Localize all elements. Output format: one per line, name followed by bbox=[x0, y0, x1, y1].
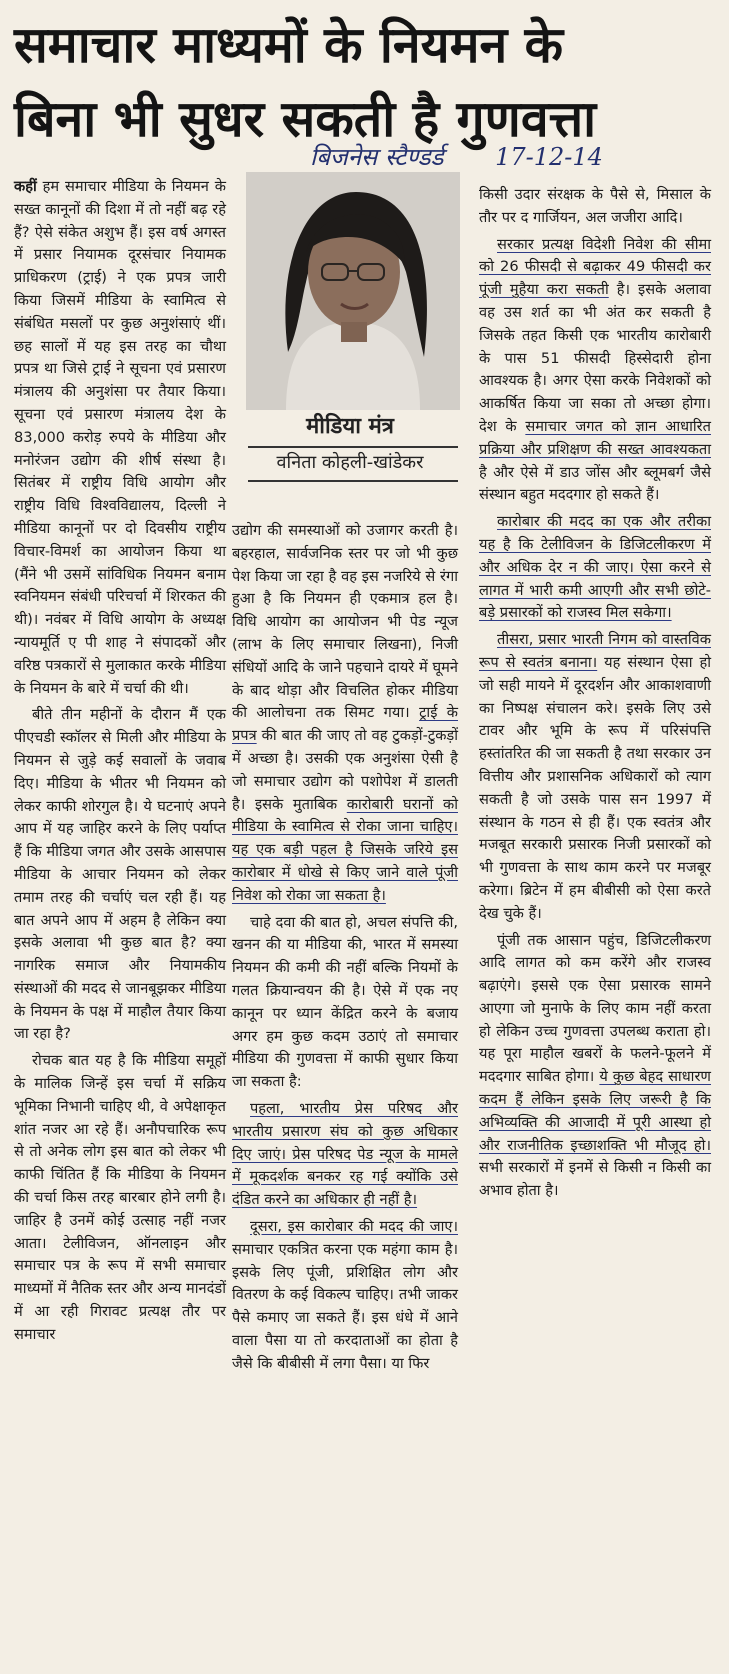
underlined-text: कारोबारी घरानों को मीडिया के स्वामित्व से रोका जाना चाहिए। यह एक बड़ी पहल है जिसके जरिये इस कारोबार में धोखे से किए जाने वाले पूंजी निवेश को रोका जा सकता है। bbox=[232, 795, 458, 904]
article-column-3 bbox=[479, 184, 711, 1207]
lead-word: कहीं bbox=[14, 178, 37, 195]
headline bbox=[14, 8, 714, 156]
paragraph-text: हम समाचार मीडिया के नियमन के सख्त कानूनों की दिशा में तो नहीं बढ़ रहे हैं? ऐसे संकेत अशुभ हैं। इस वर्ष अगस्त में प्रसार नियामक दूरसंचार नियामक प्राधिकरण (ट्राई) ने एक प्रपत्र जारी किया जिसमें मीडिया के स्वामित्व से संबंधित मसलों पर कुछ अनुशंसाएं थीं। छह सालों में यह इस तरह का चौथा प्रपत्र था जिसे ट्राई ने सूचना एवं प्रसारण मंत्रालय की अनुशंसा पर तैयार किया। सूचना एवं प्रसारण मंत्रालय देश के 83,000 करोड़ रुपये के मीडिया और मनोरंजन उद्योग की शीर्ष संस्था है। सितंबर में राष्ट्रीय विधि आयोग और राष्ट्रीय विधि विश्वविद्यालय, दिल्ली ने मीडिया कानूनों पर दो दिवसीय राष्ट्रीय विचार-विमर्श का आयोजन किया था (मैंने भी उसमें सांविधिक नियमन बनाम स्वनियमन संबंधी परिचर्चा में शिरकत की थी)। नवंबर में विधि आयोग के अध्यक्ष न्यायमूर्ति ए पी शाह ने संपादकों और वरिष्ठ पत्रकारों से मुलाकात करके मीडिया के नियमन के बारे में चर्चा की थी। bbox=[14, 178, 226, 697]
paragraph bbox=[232, 1098, 458, 1212]
paragraph bbox=[14, 176, 226, 700]
paragraph bbox=[479, 930, 711, 1204]
underlined-text: ये कुछ बेहद साधारण कदम हैं लेकिन इसके लिए जरूरी है कि अभिव्यक्ति की आजादी में पूरी आस्था हो और राजनीतिक इच्छाशक्ति भी मौजूद हो। bbox=[479, 1068, 711, 1154]
article-column-2 bbox=[232, 520, 458, 1379]
paragraph-text: समाचार एकत्रित करना एक महंगा काम है। इसके लिए पूंजी, प्रशिक्षित लोग और वितरण के कई विकल्प चाहिए। तभी जाकर पैसे कमाए जा सकते हैं। इस धंधे में आने वाला पैसा या तो करदाताओं का होता है जैसे कि बीबीसी में लगा पैसा। या फिर bbox=[232, 1240, 458, 1372]
paragraph: किसी उदार संरक्षक के पैसे से, मिसाल के तौर पर द गार्जियन, अल जजीरा आदि। bbox=[479, 186, 711, 226]
handwritten-source: बिजनेस स्टैण्डर्ड bbox=[310, 143, 444, 171]
column-title: मीडिया मंत्र bbox=[306, 414, 394, 439]
paragraph-text: है और ऐसे में डाउ जोंस और ब्लूमबर्ग जैसे संस्थान बहुत मददगार हो सकते हैं। bbox=[479, 463, 711, 504]
underlined-text: कारोबार की मदद का एक और तरीका यह है कि टेलीविजन के डिजिटलीकरण में और अधिक देर न की जाए। ऐसा करने से लागत में भारी कमी आएगी और सभी छोटे-बड़े प्रसारकों को राजस्व मिल सकेगा। bbox=[479, 513, 711, 622]
paragraph-text: की बात की जाए तो वह टुकड़ों-टुकड़ों में अच्छा है। उसकी एक अनुशंसा ऐसी है जो समाचार उद्योग को पशोपेश में डालती है। इसके मुताबिक bbox=[232, 727, 458, 813]
underlined-text: पहला, भारतीय प्रेस परिषद और भारतीय प्रसारण संघ को कुछ अधिकार दिए जाएं। प्रेस परिषद पेड न्यूज के मामले में मूकदर्शक बनकर रह गई क्योंकि उसे दंडित करने का अधिकार ही नहीं है। bbox=[232, 1099, 458, 1209]
paragraph: रोचक बात यह है कि मीडिया समूहों के मालिक जिन्हें इस चर्चा में सक्रिय भूमिका निभानी चाहिए थी, वे अपेक्षाकृत शांत नजर आ रहे हैं। अनौपचारिक रूप से तो अनेक लोग इस बात को लेकर भी काफी चिंतित हैं कि मीडिया के नियमन की चर्चा किस तरह बारबार होने लगी है। जाहिर है उनमें कोई उत्साह नहीं नजर आता। टेलीविजन, ऑनलाइन और समाचार पत्र के रूप में सभी समाचार माध्यमों में नैतिक स्तर और अन्य मानदंडों में आ रही गिरावट प्रत्यक्ष तौर पर समाचार bbox=[14, 1052, 226, 1343]
paragraph: बीते तीन महीनों के दौरान मैं एक पीएचडी स्कॉलर से मिली और मीडिया के नियमन से जुड़े कई सवालों के जवाब दिए। मीडिया के भीतर भी नियमन को लेकर काफी शोरगुल है। ये घटनाएं अपने आप में यह जाहिर करने के लिए पर्याप्त हैं कि मीडिया जगत और उसके आसपास मीडिया के आचार नियमन को लेकर तमाम तरह की चर्चाएं चल रही हैं। यह बात अपने आप में अहम है लेकिन क्या इसके अलावा भी कुछ बात है? क्या नागरिक समाज और नियामकीय संस्थाओं की मदद से जानबूझकर मीडिया के नियमन के पक्ष में माहौल तैयार किया जा रहा है? bbox=[14, 706, 226, 1043]
paragraph-text: सभी सरकारों में इनमें से किसी न किसी का अभाव होता है। bbox=[479, 1159, 711, 1200]
author-photo bbox=[246, 172, 460, 410]
caption-divider-bottom bbox=[248, 480, 458, 482]
handwritten-annotation bbox=[310, 140, 710, 173]
paragraph bbox=[479, 234, 711, 508]
headline-line-1: समाचार माध्यमों के नियमन के bbox=[14, 16, 564, 74]
author-portrait-icon bbox=[246, 172, 460, 410]
headline-line-2: बिना भी सुधर सकती है गुणवत्ता bbox=[14, 90, 597, 148]
article-column-1 bbox=[14, 176, 226, 1351]
paragraph bbox=[479, 629, 711, 925]
underlined-text: ट्राई के प्रपत्र bbox=[232, 704, 458, 745]
paragraph-text: है। इसके अलावा वह उस शर्त का भी अंत कर सकती है जिसके तहत किसी एक भारतीय कारोबारी के पास 51 फीसदी हिस्सेदारी होना आवश्यक है। अगर ऐसा करके निवेशकों को आकर्षित किया जा सका तो अच्छा होगा। देश के bbox=[479, 281, 711, 435]
underlined-text: सरकार प्रत्यक्ष विदेशी निवेश की सीमा को 26 फीसदी से बढ़ाकर 49 फीसदी कर पूंजी मुहैया करा सकती bbox=[479, 235, 711, 299]
paragraph: चाहे दवा की बात हो, अचल संपत्ति की, खनन की या मीडिया की, भारत में समस्या नियमन की कमी की नहीं बल्कि नियमों के गलत क्रियान्वयन की है। ऐसे में एक नए कानून पर ध्यान केंद्रित करने के बजाय अगर हम कुछ कदम उठाएं तो समाचार मीडिया की गुणवत्ता में काफी सुधार किया जा सकता है: bbox=[232, 913, 458, 1091]
paragraph-text: उद्योग की समस्याओं को उजागर करती है। बहरहाल, सार्वजनिक स्तर पर जो भी कुछ पेश किया जा रहा है वह इस नजरिये से रंगा हुआ है कि नियमन ही एकमात्र हल है। विधि आयोग का आयोजन भी पेड न्यूज (लाभ के लिए समाचार लिखना), निजी संधियों आदि के जाने पहचाने दायरे में घूमने के बाद थोड़ा और विचलित होकर मीडिया की आलोचना तक सिमट गया। bbox=[232, 522, 458, 722]
paragraph-text: यह संस्थान ऐसा हो जो सही मायने में दूरदर्शन और आकाशवाणी का निष्पक्ष संचालन करे। इसके लिए उसे टावर और भूमि के रूप में परिसंपत्ति हस्तांतरित की जा सकती है तथा सरकार उन वित्तीय और प्रशासनिक अधिकारों को त्याग सकती है जो उसके पास सन 1997 में संस्थान के गठन से ही हैं। एक स्वतंत्र और मजबूत सरकारी प्रसारक निजी प्रसारकों को भी गुणवत्ता के साथ काम करने पर मजबूर करेगा। ब्रिटेन में हम बीबीसी को ऐसा करते देख चुके हैं। bbox=[479, 653, 711, 922]
author-name: वनिता कोहली-खांडेकर bbox=[276, 452, 424, 473]
paragraph bbox=[232, 1216, 458, 1376]
handwritten-date: 17-12-14 bbox=[495, 143, 603, 171]
underlined-text: दूसरा, इस कारोबार की मदद की जाए। bbox=[250, 1217, 458, 1235]
underlined-text: समाचार जगत को ज्ञान आधारित प्रक्रिया और प्रशिक्षण की सख्त आवश्यकता bbox=[479, 417, 711, 458]
paragraph bbox=[232, 520, 458, 908]
paragraph-text: पूंजी तक आसान पहुंच, डिजिटलीकरण आदि लागत को कम करेंगे और राजस्व बढ़ाएंगे। इससे एक ऐसा प्रसारक सामने आएगा जो मुनाफे के लिए काम नहीं करता हो लेकिन उच्च गुणवत्ता उपलब्ध कराता हो। यह पूरा माहौल खबरों के फलने-फूलने में मददगार साबित होगा। bbox=[479, 931, 711, 1086]
paragraph bbox=[479, 511, 711, 625]
underlined-text: तीसरा, प्रसार भारती निगम को वास्तविक रूप से स्वतंत्र बनाना। bbox=[479, 631, 711, 671]
caption-divider bbox=[248, 446, 458, 448]
